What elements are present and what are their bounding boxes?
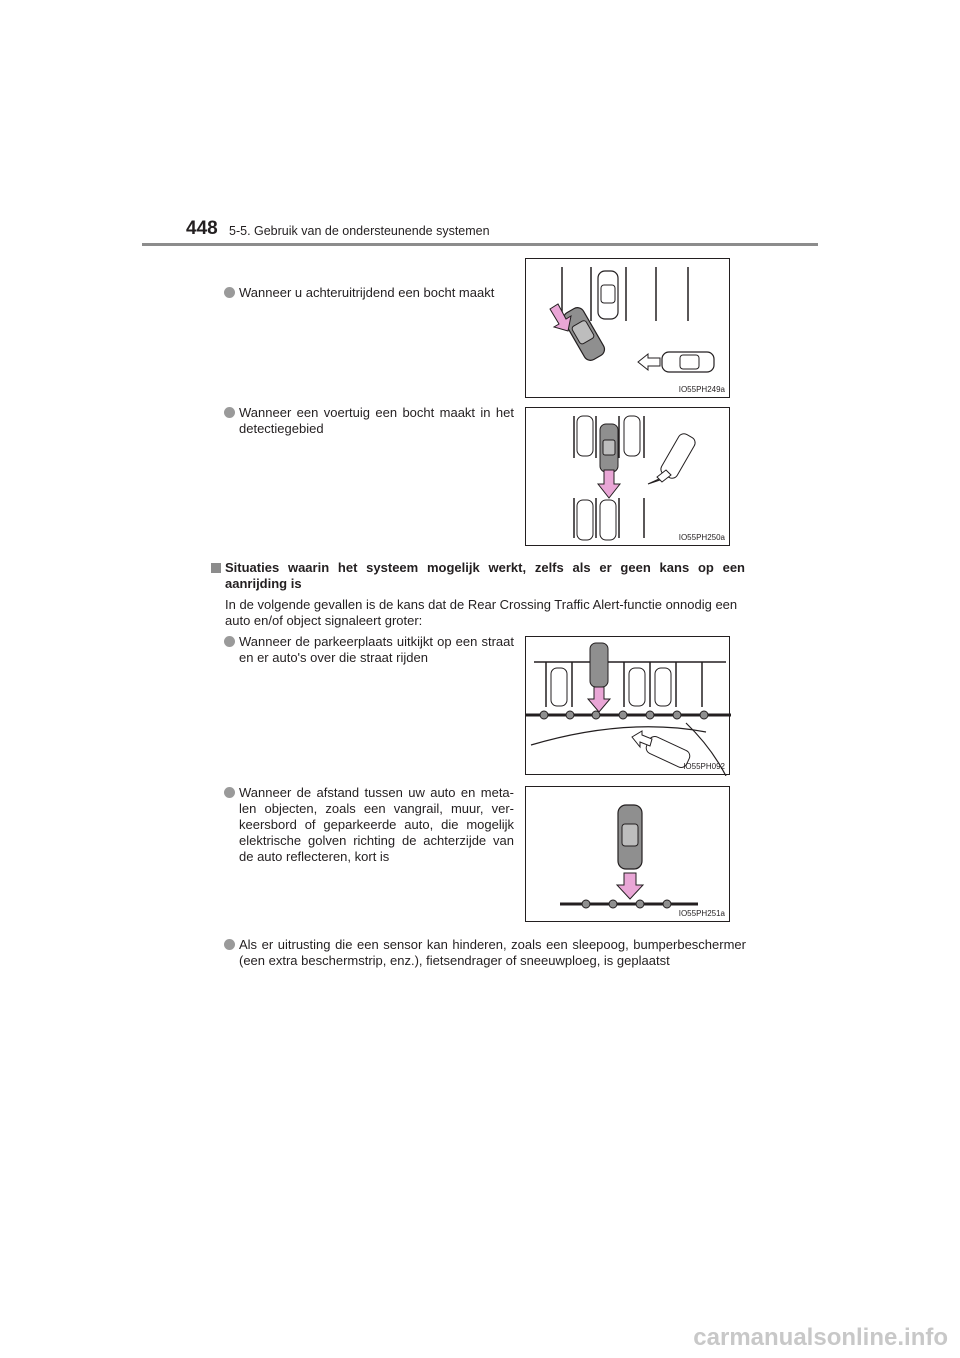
reversing-turn-illustration <box>526 259 731 399</box>
figure-parking-street <box>525 636 730 775</box>
white-arrow-icon <box>638 354 660 370</box>
bullet-text: Wanneer de parkeerplaats uitkijkt op een straat en er auto's over die straat rijden <box>239 634 514 665</box>
pink-arrow-icon <box>598 470 620 498</box>
header-rule <box>142 243 818 246</box>
parked-car <box>600 500 616 540</box>
metal-objects-illustration <box>526 787 731 923</box>
bullet-dot <box>224 287 235 298</box>
bullet-text: Wanneer de afstand tussen uw auto en meta-len objecten, zoals een vangrail, muur, ver-keersbord of geparkeerde auto, die mogelijk elektrische golven richting de achterzijde van de auto reflecteren, kort is <box>239 785 514 864</box>
watermark: carmanualsonline.info <box>693 1324 948 1351</box>
pink-arrow-icon <box>588 687 610 712</box>
heading-square-icon <box>211 563 221 573</box>
parked-car <box>577 500 593 540</box>
reversing-car <box>600 424 618 472</box>
figure-turning-vehicle <box>525 407 730 546</box>
figure-metal-objects <box>525 786 730 922</box>
white-arrow-icon <box>632 731 652 747</box>
bullet-text: Wanneer een voertuig een bocht maakt in het detectiegebied <box>239 405 514 436</box>
parked-car <box>655 668 671 706</box>
parked-car <box>629 668 645 706</box>
heading-text: Situaties waarin het systeem mogelijk werkt, zelfs als er geen kans op een aanrijding is <box>225 560 745 591</box>
bullet-item-1 <box>224 285 514 301</box>
reversing-car <box>590 643 608 687</box>
parked-car <box>577 416 593 456</box>
parked-car <box>598 271 618 319</box>
page-number: 448 <box>186 218 218 239</box>
figure-code: IO55PH250a <box>678 533 725 542</box>
bullet-text: Wanneer u achteruitrijdend een bocht maakt <box>239 285 495 300</box>
bullet-item-4 <box>224 785 514 865</box>
white-arrow-icon <box>648 470 671 484</box>
pink-arrow-icon <box>550 304 571 331</box>
pink-arrow-icon <box>617 873 643 899</box>
parking-street-illustration <box>526 637 731 776</box>
bullet-dot <box>224 407 235 418</box>
bullet-dot <box>224 939 235 950</box>
turning-vehicle-illustration <box>526 408 731 547</box>
parked-car <box>624 416 640 456</box>
bullet-dot <box>224 787 235 798</box>
intro-paragraph: In de volgende gevallen is de kans dat de Rear Crossing Traffic Alert-functie onnodig een auto en/of object signaleert groter: <box>225 597 738 628</box>
parked-car <box>551 668 567 706</box>
figure-reversing-turn <box>525 258 730 398</box>
figure-code: IO55PH092 <box>683 762 725 771</box>
bullet-item-2 <box>224 405 514 437</box>
reversing-car <box>618 805 642 869</box>
section-heading <box>211 560 745 592</box>
bullet-item-5 <box>224 937 746 969</box>
bullet-dot <box>224 636 235 647</box>
bullet-item-3 <box>224 634 514 666</box>
bullet-text: Als er uitrusting die een sensor kan hinderen, zoals een sleepoog, bumperbeschermer (een extra beschermstrip, enz.), fietsendrager of sneeuwploeg, is geplaatst <box>239 937 746 968</box>
section-title: 5-5. Gebruik van de ondersteunende systemen <box>229 224 490 238</box>
figure-code: IO55PH249a <box>678 385 725 394</box>
crossing-car <box>662 352 714 372</box>
figure-code: IO55PH251a <box>678 909 725 918</box>
